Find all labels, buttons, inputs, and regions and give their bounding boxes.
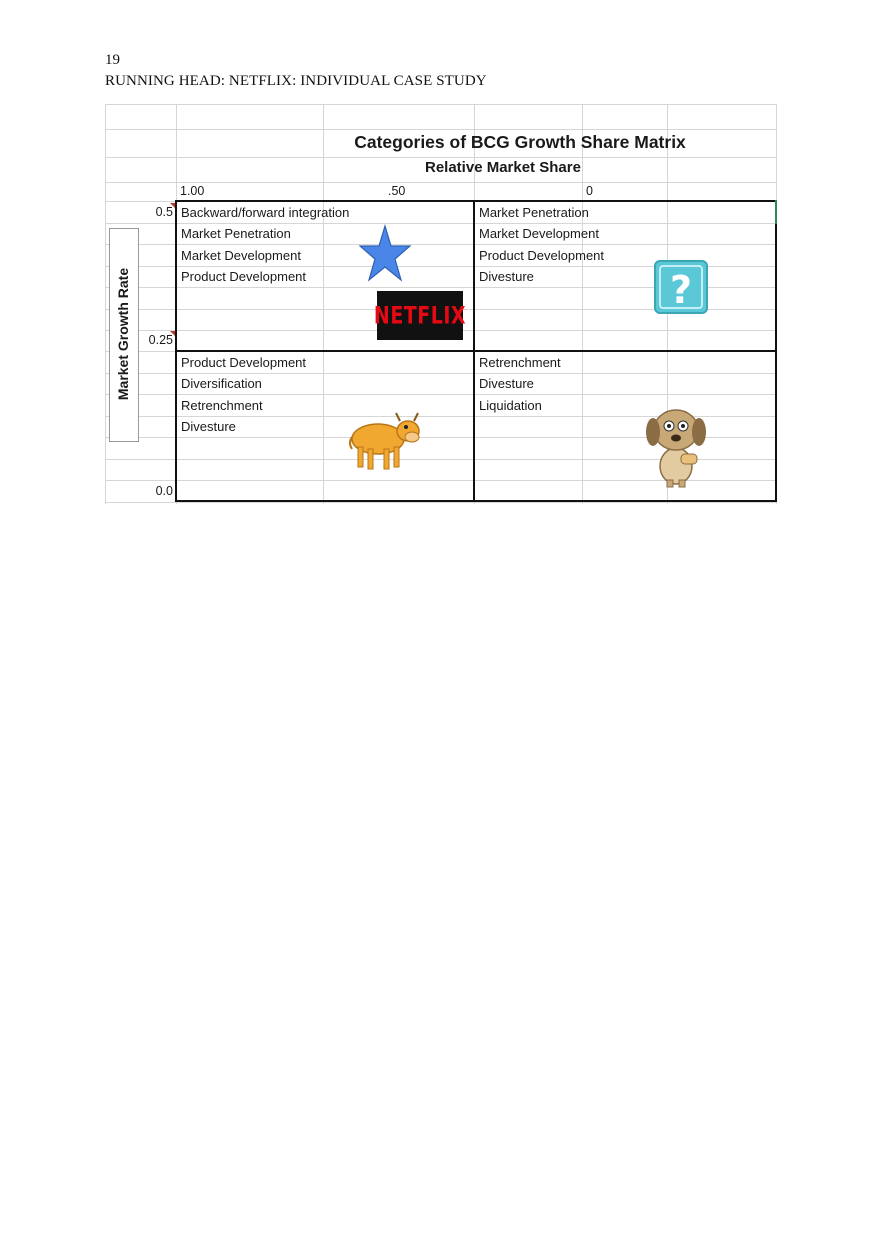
list-item: Market Development xyxy=(479,226,599,241)
list-item: Divesture xyxy=(479,376,534,391)
y-tick-0-5: 0.5 xyxy=(155,205,173,219)
star-icon xyxy=(359,224,411,282)
figure-title: Categories of BCG Growth Share Matrix xyxy=(354,132,686,152)
list-item: Market Penetration xyxy=(181,226,291,241)
list-item: Liquidation xyxy=(479,398,542,413)
netflix-logo: NETFLIX xyxy=(377,291,463,340)
list-item: Product Development xyxy=(181,355,307,370)
list-item: Market Penetration xyxy=(479,205,589,220)
list-item: Diversification xyxy=(181,376,262,391)
x-tick-1-00: 1.00 xyxy=(180,184,205,198)
y-axis-label: Market Growth Rate xyxy=(115,267,131,401)
svg-text:?: ? xyxy=(669,268,693,312)
list-item: Backward/forward integration xyxy=(181,205,350,220)
question-mark-icon xyxy=(653,259,709,315)
y-tick-0-0: 0.0 xyxy=(155,484,173,498)
running-head: RUNNING HEAD: NETFLIX: INDIVIDUAL CASE STUDY xyxy=(105,73,487,89)
list-item: Divesture xyxy=(479,269,534,284)
list-item: Retrenchment xyxy=(479,355,561,370)
bcg-matrix-figure xyxy=(105,104,777,504)
list-item: Retrenchment xyxy=(181,398,263,413)
dog-icon xyxy=(641,400,711,488)
x-tick-0-50: .50 xyxy=(388,184,406,198)
x-tick-0: 0 xyxy=(586,184,593,198)
list-item: Divesture xyxy=(181,419,236,434)
page-number: 19 xyxy=(105,52,120,68)
x-axis-label: Relative Market Share xyxy=(425,159,581,176)
list-item: Product Development xyxy=(479,248,605,263)
cow-icon xyxy=(348,407,422,473)
y-tick-0-25: 0.25 xyxy=(148,333,173,347)
list-item: Market Development xyxy=(181,248,301,263)
list-item: Product Development xyxy=(181,269,307,284)
